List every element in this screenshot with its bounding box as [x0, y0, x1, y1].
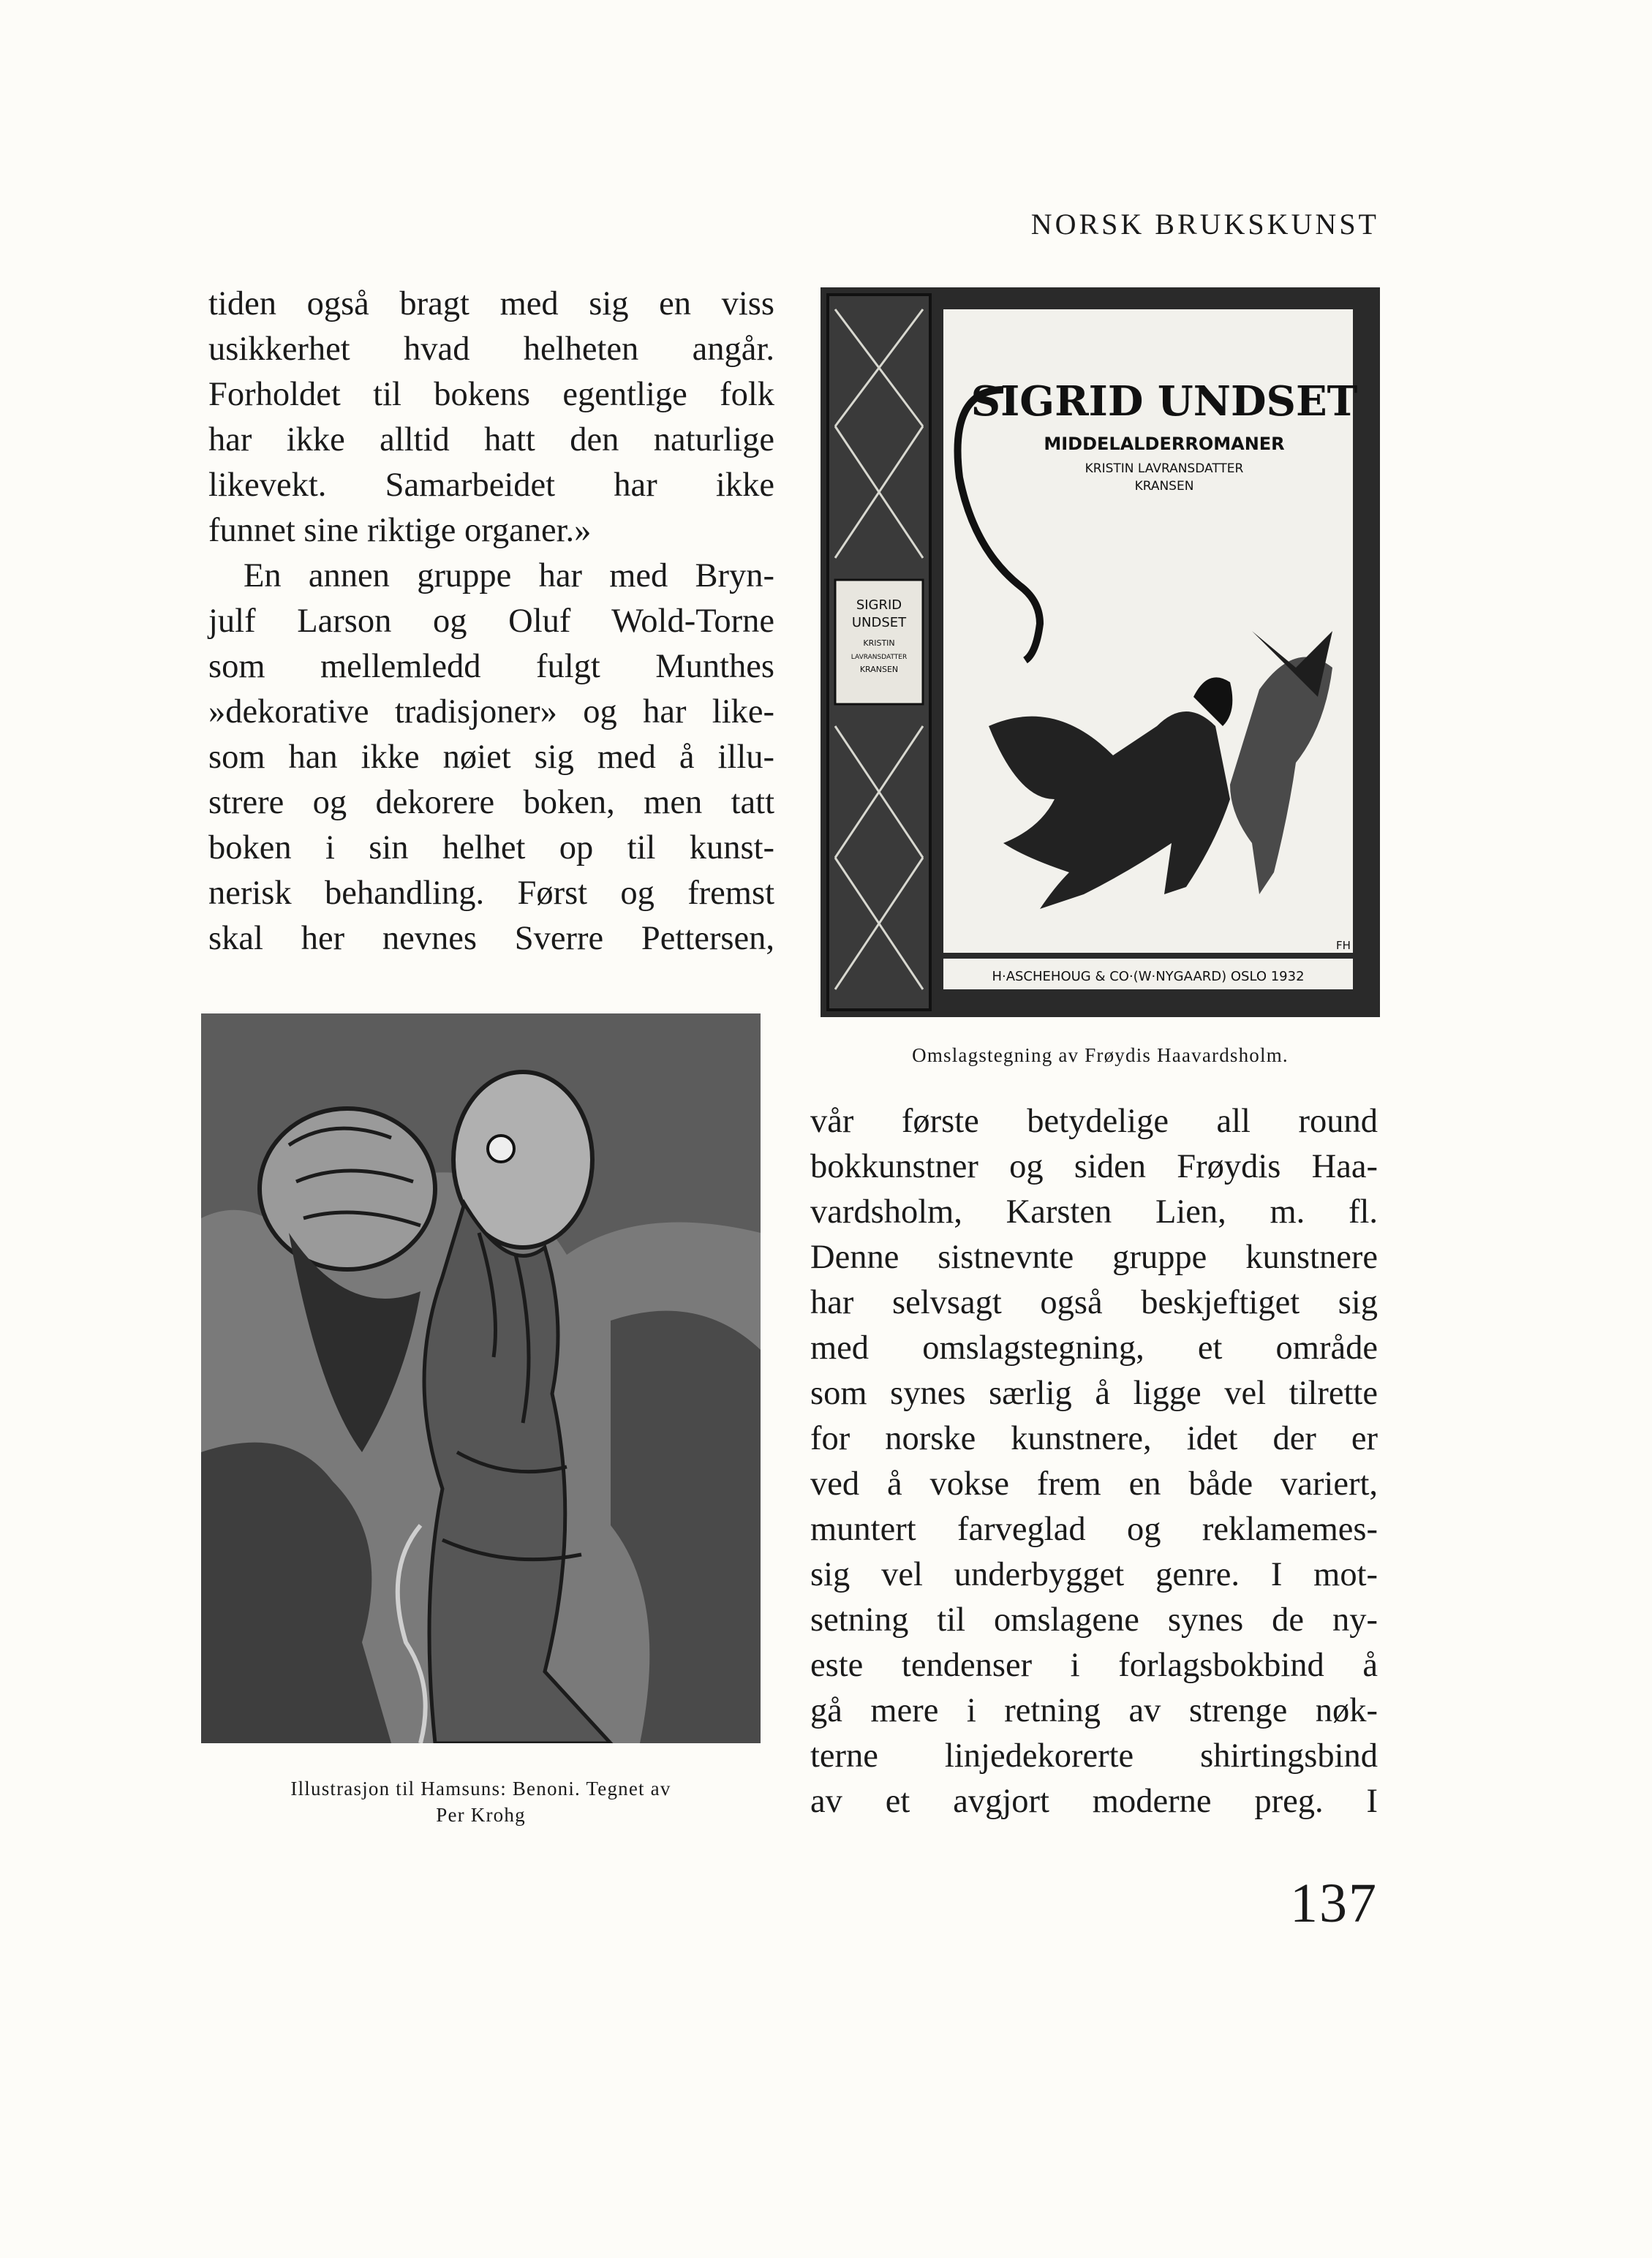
text-line: En annen gruppe har med Bryn- — [244, 557, 774, 594]
text-line: som mellemledd fulgt Munthes — [208, 648, 774, 685]
text-line: Forholdet til bokens egentlige folk — [208, 376, 774, 413]
text-line: har selvsagt også beskjeftiget sig — [810, 1284, 1378, 1321]
text-line: »dekorative tradisjoner» og har like- — [208, 693, 774, 730]
text-line: vardsholm, Karsten Lien, m. fl. — [810, 1193, 1378, 1231]
spine-author-2: UNDSET — [851, 615, 907, 630]
cover-line-1: KRISTIN LAVRANSDATTER — [1085, 461, 1244, 476]
text-line: som synes særlig å ligge vel tilrette — [810, 1375, 1378, 1412]
spine-title-1: KRISTIN — [863, 638, 895, 648]
text-line: boken i sin helhet op til kunst- — [208, 829, 774, 866]
spine-title-3: KRANSEN — [859, 665, 899, 674]
cover-subtitle: MIDDELALDERROMANER — [1044, 434, 1285, 454]
book-cover-image — [821, 287, 1380, 1017]
text-line: Denne sistnevnte gruppe kunstnere — [810, 1239, 1378, 1276]
running-head: NORSK BRUKSKUNST — [1030, 208, 1379, 241]
text-line: vår første betydelige all round — [810, 1103, 1378, 1140]
text-line: ved å vokse frem en både variert, — [810, 1465, 1378, 1503]
text-line: terne linjedekorerte shirtingsbind — [810, 1737, 1378, 1775]
cover-line-2: KRANSEN — [1134, 479, 1194, 494]
text-line: setning til omslagene synes de ny- — [810, 1601, 1378, 1639]
text-line: bokkunstner og siden Frøydis Haa- — [810, 1148, 1378, 1185]
text-line: este tendenser i forlagsbokbind å — [810, 1647, 1378, 1684]
text-line: har ikke alltid hatt den naturlige — [208, 421, 774, 458]
page-number: 137 — [1290, 1873, 1378, 1934]
book-cover-figure — [821, 287, 1380, 1017]
benoni-caption-line-2: Per Krohg — [436, 1804, 526, 1826]
cover-monogram: FH — [1336, 939, 1351, 952]
benoni-illustration-figure — [201, 1013, 761, 1743]
benoni-caption — [201, 1775, 761, 1828]
cover-title: SIGRID UNDSET — [970, 377, 1358, 426]
benoni-caption-line-1: Illustrasjon til Hamsuns: Benoni. Tegnet av — [290, 1778, 671, 1800]
cover-caption: Omslagstegning av Frøydis Haavardsholm. — [912, 1044, 1289, 1066]
text-line: nerisk behandling. Først og fremst — [208, 875, 774, 912]
spine-author-1: SIGRID — [856, 597, 902, 613]
text-line: muntert farveglad og reklamemes- — [810, 1511, 1378, 1548]
text-line: julf Larson og Oluf Wold-Torne — [208, 603, 774, 640]
text-line: likevekt. Samarbeidet har ikke — [208, 467, 774, 504]
text-line: gå mere i retning av strenge nøk- — [810, 1692, 1378, 1729]
text-line: usikkerhet hvad helheten angår. — [208, 331, 774, 368]
text-line: sig vel underbygget genre. I mot- — [810, 1556, 1378, 1593]
text-line: skal her nevnes Sverre Pettersen, — [208, 920, 774, 957]
text-line: med omslagstegning, et område — [810, 1329, 1378, 1367]
benoni-illustration-image — [201, 1013, 761, 1743]
text-line: for norske kunstnere, idet der er — [810, 1420, 1378, 1457]
spine-title-2: LAVRANSDATTER — [850, 654, 908, 661]
right-text-column — [810, 1099, 1378, 1824]
cover-publisher: H·ASCHEHOUG & CO·(W·NYGAARD) OSLO 1932 — [992, 969, 1305, 984]
left-text-column — [208, 282, 774, 962]
text-line: funnet sine riktige organer.» — [208, 512, 592, 549]
text-line: av et avgjort moderne preg. I — [810, 1783, 1378, 1820]
text-line: tiden også bragt med sig en viss — [208, 285, 774, 322]
text-line: som han ikke nøiet sig med å illu- — [208, 739, 774, 776]
text-line: strere og dekorere boken, men tatt — [208, 784, 774, 821]
